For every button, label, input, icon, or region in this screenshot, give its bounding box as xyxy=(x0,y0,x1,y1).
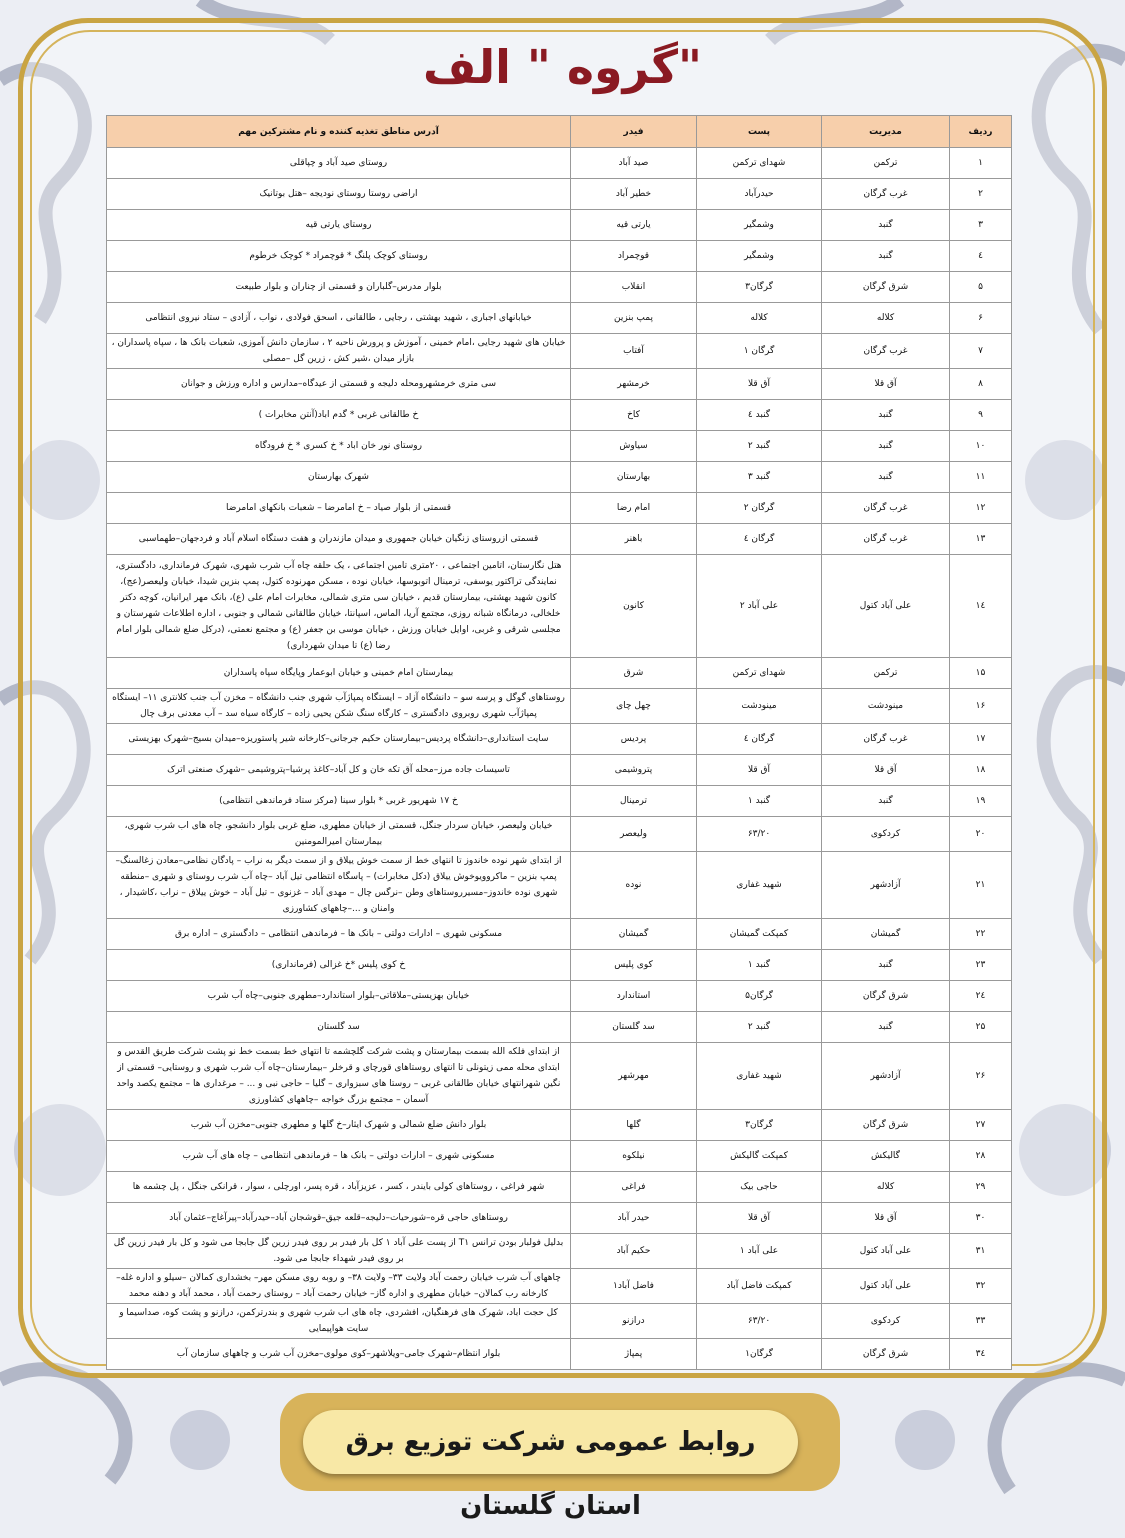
row-feeder: نیلکوه xyxy=(571,1141,697,1172)
row-address: شهرک بهارستان xyxy=(107,462,571,493)
row-substation: شهید غفاری xyxy=(697,852,822,919)
row-number: ۱ xyxy=(950,148,1012,179)
row-substation: شهدای ترکمن xyxy=(697,148,822,179)
row-address: بیمارستان امام خمینی و خیابان ابوعمار وپایگاه سپاه پاسداران xyxy=(107,658,571,689)
row-substation: حاجی بیک xyxy=(697,1172,822,1203)
row-management: شرق گرگان xyxy=(822,981,950,1012)
row-management: آق قلا xyxy=(822,369,950,400)
row-feeder: پمپاژ xyxy=(571,1339,697,1370)
row-address: قسمتی از بلوار صیاد – خ امامرضا – شعبات بانکهای امامرضا xyxy=(107,493,571,524)
table-row xyxy=(107,524,1012,555)
row-feeder: کاخ xyxy=(571,400,697,431)
row-management: آق قلا xyxy=(822,1203,950,1234)
row-feeder: چهل چای xyxy=(571,689,697,724)
table-row xyxy=(107,555,1012,658)
row-feeder: بهارستان xyxy=(571,462,697,493)
table-row xyxy=(107,1234,1012,1269)
row-address: روستای نور خان اباد * خ کسری * خ فرودگاه xyxy=(107,431,571,462)
row-management: مینودشت xyxy=(822,689,950,724)
row-substation: گنبد ۲ xyxy=(697,431,822,462)
table-row xyxy=(107,303,1012,334)
row-address: مسکونی شهری – ادارات دولتی – بانک ها – فرماندهی انتظامی – چاه های آب شرب xyxy=(107,1141,571,1172)
table-row xyxy=(107,919,1012,950)
row-feeder: گلها xyxy=(571,1110,697,1141)
row-feeder: کوی پلیس xyxy=(571,950,697,981)
row-feeder: پتروشیمی xyxy=(571,755,697,786)
row-address: اراضی روستا روستای نودیجه –هتل بوتانیک xyxy=(107,179,571,210)
row-management: گنبد xyxy=(822,210,950,241)
row-number: ۳۱ xyxy=(950,1234,1012,1269)
row-address: بلوار انتظام–شهرک جامی–ویلاشهر–کوی مولوی–مخزن آب شرب و چاههای سازمان آب xyxy=(107,1339,571,1370)
row-number: ۲۲ xyxy=(950,919,1012,950)
row-management: گنبد xyxy=(822,786,950,817)
row-management: کردکوی xyxy=(822,817,950,852)
row-address: هتل نگارستان، اتامین اجتماعی ، ۲۰متری تامین اجتماعی ، یک حلقه چاه آب شرب شهری، شهرک فرمانداری، دادگستری، نمایندگی تراکتور یوسفی، ترمینال اتوبوسها، خیابان نوده ، مسکن مهرنوده کتول، پمپ بنزین شیدا، خیابان ولیعصر(عج)، کانون شهید بهشتی، بیمارستان قدیم ، خیابان سی متری شمالی، مخابرات امام علی (ع)، بانک مهر ایرانیان، کوچه دکتر خلخالی، درمانگاه شبانه روزی، مجتمع آریا، الماس، اسپانتا، خیابان طالقانی شمالی و جنوبی ، اداره اطلاعات شهرستان و مجلسی شرقی و غربی، اوایل خیابان ورزش ، خیابان موسی بن جعفر (ع) و مجتمع نعمتی، (درکل ضلع شمالی بلوار امام رضا (ع) تا میدان شهرداری) xyxy=(107,555,571,658)
row-number: ۲۳ xyxy=(950,950,1012,981)
table-row xyxy=(107,689,1012,724)
table-row xyxy=(107,1304,1012,1339)
row-substation: حیدرآباد xyxy=(697,179,822,210)
row-number: ۱۸ xyxy=(950,755,1012,786)
row-feeder: پردیس xyxy=(571,724,697,755)
row-feeder: امام رضا xyxy=(571,493,697,524)
row-substation: گرگان ۱ xyxy=(697,334,822,369)
row-substation: شهدای ترکمن xyxy=(697,658,822,689)
row-number: ۵ xyxy=(950,272,1012,303)
row-substation: گرگان۳ xyxy=(697,272,822,303)
row-address: بلوار مدرس–گلباران و قسمتی از چناران و بلوار طبیعت xyxy=(107,272,571,303)
row-number: ۲۱ xyxy=(950,852,1012,919)
row-substation: گرگان ۲ xyxy=(697,493,822,524)
row-management: شرق گرگان xyxy=(822,1339,950,1370)
row-feeder: شرق xyxy=(571,658,697,689)
row-number: ۲۹ xyxy=(950,1172,1012,1203)
row-feeder: باهنر xyxy=(571,524,697,555)
row-address: سی متری خرمشهرومحله دلیجه و قسمتی از عیدگاه–مدارس و اداره ورزش و جوانان xyxy=(107,369,571,400)
table-row xyxy=(107,1110,1012,1141)
row-number: ۳۲ xyxy=(950,1269,1012,1304)
row-feeder: ترمینال xyxy=(571,786,697,817)
row-number: ۱۱ xyxy=(950,462,1012,493)
row-feeder: ولیعصر xyxy=(571,817,697,852)
table-row xyxy=(107,786,1012,817)
row-management: گنبد xyxy=(822,950,950,981)
row-number: ۱۹ xyxy=(950,786,1012,817)
row-number: ۱۷ xyxy=(950,724,1012,755)
row-feeder: فاضل آباد۱ xyxy=(571,1269,697,1304)
row-management: گنبد xyxy=(822,400,950,431)
row-substation: گنبد ۱ xyxy=(697,950,822,981)
row-address: از ابتدای شهر نوده خاندوز تا انتهای خط از سمت خوش ییلاق و از سمت دیگر به نراب – پادگان نظامی–معادن زغالسنگ– پمپ بنزین – ماکروویوخوش ییلاق (دکل مخابرات) – پاسگاه انتظامی تیل آباد –چاه آب شرب روستای و شهری –منطقه شهری نوده خاندوز–مسیرروستاهای وطن –نرگس چال – مهدی آباد – غزنوی – تیل آباد – خوش ییلاق – نراب ،کاشیدار ، وامنان و ...–چاههای کشاورزی xyxy=(107,852,571,919)
row-number: ۳ xyxy=(950,210,1012,241)
table-row xyxy=(107,241,1012,272)
table-row xyxy=(107,148,1012,179)
row-feeder: انقلاب xyxy=(571,272,697,303)
row-number: ۷ xyxy=(950,334,1012,369)
row-feeder: کانون xyxy=(571,555,697,658)
row-management: ترکمن xyxy=(822,658,950,689)
row-management: گنبد xyxy=(822,1012,950,1043)
table-row xyxy=(107,724,1012,755)
table-row xyxy=(107,852,1012,919)
row-substation: گنبد ٤ xyxy=(697,400,822,431)
row-management: غرب گرگان xyxy=(822,334,950,369)
row-substation: کمپکت گالیکش xyxy=(697,1141,822,1172)
table-row xyxy=(107,1043,1012,1110)
table-row xyxy=(107,210,1012,241)
row-number: ٤ xyxy=(950,241,1012,272)
row-management: کردکوی xyxy=(822,1304,950,1339)
row-address: تاسیسات جاده مرز–محله آق تکه خان و کل آباد–کاغذ پرشیا–پتروشیمی –شهرک صنعتی اترک xyxy=(107,755,571,786)
table-row xyxy=(107,493,1012,524)
row-address: روستای کوچک پلنگ * قوچمراد * کوچک خرطوم xyxy=(107,241,571,272)
row-substation: کلاله xyxy=(697,303,822,334)
row-number: ۳۰ xyxy=(950,1203,1012,1234)
row-address: سایت استانداری–دانشگاه پردیس–بیمارستان حکیم جرجانی–کارخانه شیر پاستوریزه–میدان بسیج–شهرک بهزیستی xyxy=(107,724,571,755)
row-management: آزادشهر xyxy=(822,1043,950,1110)
table-row xyxy=(107,272,1012,303)
table-row xyxy=(107,1172,1012,1203)
row-feeder: خطیر آباد xyxy=(571,179,697,210)
row-substation: مینودشت xyxy=(697,689,822,724)
row-number: ۱٤ xyxy=(950,555,1012,658)
row-address: خیابان بهزیستی–ملاقاتی–بلوار استاندارد–مطهری جنوبی–چاه آب شرب xyxy=(107,981,571,1012)
row-management: آزادشهر xyxy=(822,852,950,919)
row-number: ۱۵ xyxy=(950,658,1012,689)
row-management: غرب گرگان xyxy=(822,724,950,755)
row-feeder: فراغی xyxy=(571,1172,697,1203)
row-substation: آق قلا xyxy=(697,755,822,786)
row-feeder: صید آباد xyxy=(571,148,697,179)
row-address: کل حجت اباد، شهرک های فرهنگیان، افشردی، چاه های اب شرب شهری و بندرترکمن، درازنو و پشت کوه، صداسیما و سایت هواپیمایی xyxy=(107,1304,571,1339)
row-substation: گرگان ٤ xyxy=(697,724,822,755)
row-feeder: حکیم آباد xyxy=(571,1234,697,1269)
page-title: گروه " الف" xyxy=(423,40,702,94)
row-address: روستاهای حاجی قره–شورحیات–دلیجه–قلعه جیق–قوشجان آباد–حیدرآباد–پیرآغاج–عثمان آباد xyxy=(107,1203,571,1234)
row-substation: گنبد ۱ xyxy=(697,786,822,817)
row-feeder: خرمشهر xyxy=(571,369,697,400)
row-substation: ۶۳/۲۰ xyxy=(697,817,822,852)
table-row xyxy=(107,369,1012,400)
row-management: علی آباد کتول xyxy=(822,1234,950,1269)
row-feeder: درازنو xyxy=(571,1304,697,1339)
row-feeder: استاندارد xyxy=(571,981,697,1012)
table-row xyxy=(107,950,1012,981)
row-number: ۸ xyxy=(950,369,1012,400)
row-number: ۶ xyxy=(950,303,1012,334)
table-row xyxy=(107,1141,1012,1172)
row-number: ۱۶ xyxy=(950,689,1012,724)
row-address: خ طالقانی غربی * گدم اباد(آنتن مخابرات ) xyxy=(107,400,571,431)
row-substation: آق قلا xyxy=(697,369,822,400)
row-feeder: قوچمراد xyxy=(571,241,697,272)
row-number: ۱۰ xyxy=(950,431,1012,462)
row-number: ۲۷ xyxy=(950,1110,1012,1141)
row-feeder: سد گلستان xyxy=(571,1012,697,1043)
table-row xyxy=(107,981,1012,1012)
header-management: مدیریت xyxy=(822,116,950,148)
row-substation: وشمگیر xyxy=(697,210,822,241)
row-number: ۲۵ xyxy=(950,1012,1012,1043)
row-address: قسمتی ازروستای زنگیان خیابان جمهوری و میدان مازندران و هفت دستگاه اسلام آباد و فردجهان–طهماسبی xyxy=(107,524,571,555)
row-address: شهر فراغی ، روستاهای کولی بایندر ، کسر ، عزیزآباد ، قره پسر، اورچلی ، سوار ، قرانکی جنگل ، پل چشمه ها xyxy=(107,1172,571,1203)
row-management: گنبد xyxy=(822,241,950,272)
row-address: خیابان ولیعصر، خیابان سردار جنگل، قسمتی از خیابان مطهری، ضلع غربی بلوار دانشجو، چاه های اب شرب شهری، بیمارستان امیرالمومنین xyxy=(107,817,571,852)
table-row xyxy=(107,755,1012,786)
row-management: کلاله xyxy=(822,303,950,334)
row-address: خیابانهای اجباری ، شهید بهشتی ، رجایی ، طالقانی ، اسحق فولادی ، نواب ، آزادی – ستاد نیروی انتظامی xyxy=(107,303,571,334)
table-row xyxy=(107,1012,1012,1043)
row-management: کلاله xyxy=(822,1172,950,1203)
row-substation: گرگان۱ xyxy=(697,1339,822,1370)
table-row xyxy=(107,431,1012,462)
row-substation: گنبد ۳ xyxy=(697,462,822,493)
row-management: غرب گرگان xyxy=(822,179,950,210)
row-substation: گرگان ٤ xyxy=(697,524,822,555)
row-number: ۱۲ xyxy=(950,493,1012,524)
row-feeder: آفتاب xyxy=(571,334,697,369)
row-number: ۱۳ xyxy=(950,524,1012,555)
row-number: ۲ xyxy=(950,179,1012,210)
row-substation: گرگان۳ xyxy=(697,1110,822,1141)
row-number: ۲۰ xyxy=(950,817,1012,852)
header-row-number: ردیف xyxy=(950,116,1012,148)
row-management: غرب گرگان xyxy=(822,524,950,555)
row-address: چاههای آب شرب خیابان رحمت آباد ولایت ۳۳– ولایت ۳۸– و روبه روی مسکن مهر– بخشداری کمالان –سیلو و اداره غله–کارخانه رب کمالان– خیابان مطهری و اداره گاز– خیابان رحمت آباد – روستای رحمت آباد ، محمد آباد و دهنه محمد xyxy=(107,1269,571,1304)
row-address: بلوار دانش ضلع شمالی و شهرک ایثار–خ گلها و مطهری جنوبی–مخزن آب شرب xyxy=(107,1110,571,1141)
row-management: گنبد xyxy=(822,462,950,493)
header-feeder: فیدر xyxy=(571,116,697,148)
table-row xyxy=(107,1269,1012,1304)
row-management: ترکمن xyxy=(822,148,950,179)
row-feeder: سیاوش xyxy=(571,431,697,462)
row-management: گنبد xyxy=(822,431,950,462)
row-address: روستای یارتی قیه xyxy=(107,210,571,241)
row-number: ۳٤ xyxy=(950,1339,1012,1370)
row-management: علی آباد کتول xyxy=(822,1269,950,1304)
header-address: آدرس مناطق تغذیه کننده و نام مشترکین مهم xyxy=(107,116,571,148)
table-row xyxy=(107,1203,1012,1234)
row-management: گالیکش xyxy=(822,1141,950,1172)
row-substation: گنبد ۲ xyxy=(697,1012,822,1043)
table-row xyxy=(107,817,1012,852)
row-address: خ کوی پلیس *خ غزالی (فرمانداری) xyxy=(107,950,571,981)
row-substation: گرگان۵ xyxy=(697,981,822,1012)
row-number: ۲۶ xyxy=(950,1043,1012,1110)
row-management: گمیشان xyxy=(822,919,950,950)
table-row xyxy=(107,1339,1012,1370)
row-number: ۲٤ xyxy=(950,981,1012,1012)
row-address: خ ۱۷ شهریور غربی * بلوار سینا (مرکز ستاد فرماندهی انتظامی) xyxy=(107,786,571,817)
row-address: خیابان های شهید رجایی ،امام خمینی ، آموزش و پرورش ناحیه ۲ ، سازمان دانش آموزی، شعبات بانک ها ، سپاه پاسداران ، بازار میدان ،شیر کش ، زرین گل –مصلی xyxy=(107,334,571,369)
row-feeder: یارتی قیه xyxy=(571,210,697,241)
table-row xyxy=(107,179,1012,210)
row-number: ۹ xyxy=(950,400,1012,431)
row-number: ۳۳ xyxy=(950,1304,1012,1339)
row-feeder: پمپ بنزین xyxy=(571,303,697,334)
row-address: از ابتدای فلکه الله بسمت بیمارستان و پشت شرکت گلچشمه تا انتهای خط بسمت خط نو پشت شرکت طریق القدس و ابتدای محله ممی زیتونلی تا انتهای روستاهای قورچای و قرخلر –بیمارستان–چاه آب شرب شهری و روستایی– قسمتی از نگین شهرانتهای خیابان طالقانی غربی – روستا های سبزواری – گلیا – حاجی نبی و ... – مرغداری ها – مجتمع یکصد واحد آسمان – مجتمع بزرگ خواجه –چاههای کشاورزی xyxy=(107,1043,571,1110)
row-substation: وشمگیر xyxy=(697,241,822,272)
row-address: روستاهای گوگل و پرسه سو – دانشگاه آزاد – ایستگاه پمپاژآب شهری جنب دانشگاه – مخزن آب جنب کلانتری ۱۱– ایستگاه پمپاژآب شهری روبروی دادگستری – کارگاه سنگ شکن یحیی زاده – کارگاه سیاه سد – آب معدنی برف چال xyxy=(107,689,571,724)
row-management: آق قلا xyxy=(822,755,950,786)
row-management: شرق گرگان xyxy=(822,272,950,303)
footer-text: روابط عمومی شرکت توزیع برق استان گلستان xyxy=(303,1410,798,1474)
row-management: علی آباد کتول xyxy=(822,555,950,658)
row-substation: کمپکت فاضل آباد xyxy=(697,1269,822,1304)
table-header-row xyxy=(107,116,1012,148)
row-address: سد گلستان xyxy=(107,1012,571,1043)
row-substation: علی آباد ۲ xyxy=(697,555,822,658)
table-row xyxy=(107,658,1012,689)
row-management: غرب گرگان xyxy=(822,493,950,524)
feeder-table xyxy=(106,115,1012,1370)
table-row xyxy=(107,334,1012,369)
row-management: شرق گرگان xyxy=(822,1110,950,1141)
row-feeder: نوده xyxy=(571,852,697,919)
table-row xyxy=(107,400,1012,431)
row-address: روستای صید آباد و چپاقلی xyxy=(107,148,571,179)
row-feeder: حیدر آباد xyxy=(571,1203,697,1234)
row-substation: آق قلا xyxy=(697,1203,822,1234)
row-address: بدلیل فولبار بودن ترانس T۱ از پست علی آباد ۱ کل بار فیدر بر روی فیدر زرین گل جابجا می شود و کل بار فیدر زرین گل بر روی فیدر شهداء جابجا می شود. xyxy=(107,1234,571,1269)
row-substation: علی آباد ۱ xyxy=(697,1234,822,1269)
row-substation: کمپکت گمیشان xyxy=(697,919,822,950)
header-substation: پست xyxy=(697,116,822,148)
table-row xyxy=(107,462,1012,493)
row-substation: ۶۳/۲۰ xyxy=(697,1304,822,1339)
row-feeder: مهرشهر xyxy=(571,1043,697,1110)
row-substation: شهید غفاری xyxy=(697,1043,822,1110)
row-feeder: گمیشان xyxy=(571,919,697,950)
row-number: ۲۸ xyxy=(950,1141,1012,1172)
row-address: مسکونی شهری – ادارات دولتی – بانک ها – فرماندهی انتظامی – دادگستری – اداره برق xyxy=(107,919,571,950)
